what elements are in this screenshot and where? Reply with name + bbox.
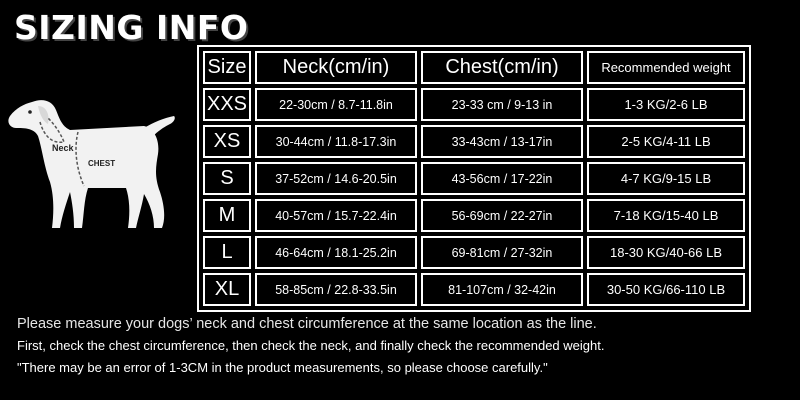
cell-neck: 40-57cm / 15.7-22.4in [255,199,417,232]
cell-neck: 30-44cm / 11.8-17.3in [255,125,417,158]
header-weight: Recommended weight [587,51,745,84]
dog-eye [28,110,32,114]
cell-neck: 46-64cm / 18.1-25.2in [255,236,417,269]
header-chest: Chest(cm/in) [421,51,583,84]
cell-chest: 43-56cm / 17-22in [421,162,583,195]
cell-chest: 69-81cm / 27-32in [421,236,583,269]
cell-chest: 81-107cm / 32-42in [421,273,583,306]
cell-neck: 58-85cm / 22.8-33.5in [255,273,417,306]
note-error: "There may be an error of 1-3CM in the product measurements, so please choose carefully." [17,360,548,375]
sizing-table [197,45,751,312]
note-measure: Please measure your dogs’ neck and chest circumference at the same location as the line. [17,316,597,332]
cell-chest: 56-69cm / 22-27in [421,199,583,232]
cell-neck: 22-30cm / 8.7-11.8in [255,88,417,121]
page-title: SIZING INFO [14,8,249,47]
chest-label: CHEST [88,159,116,168]
table-header-row [203,51,745,84]
table-row [203,88,745,121]
dog-body [8,100,164,228]
header-size: Size [203,51,251,84]
table-row [203,236,745,269]
cell-size: L [203,236,251,269]
table-row [203,273,745,306]
cell-weight: 7-18 KG/15-40 LB [587,199,745,232]
table-row [203,162,745,195]
dog-illustration [4,88,184,248]
cell-size: S [203,162,251,195]
header-neck: Neck(cm/in) [255,51,417,84]
cell-chest: 23-33 cm / 9-13 in [421,88,583,121]
notes [17,316,797,375]
cell-size: M [203,199,251,232]
cell-weight: 2-5 KG/4-11 LB [587,125,745,158]
neck-label: Neck [52,143,74,153]
cell-size: XXS [203,88,251,121]
cell-neck: 37-52cm / 14.6-20.5in [255,162,417,195]
table-row [203,199,745,232]
cell-chest: 33-43cm / 13-17in [421,125,583,158]
table-row [203,125,745,158]
cell-size: XL [203,273,251,306]
cell-weight: 4-7 KG/9-15 LB [587,162,745,195]
cell-weight: 1-3 KG/2-6 LB [587,88,745,121]
note-order: First, check the chest circumference, then check the neck, and finally check the recommended weight. [17,338,605,353]
cell-weight: 18-30 KG/40-66 LB [587,236,745,269]
cell-weight: 30-50 KG/66-110 LB [587,273,745,306]
cell-size: XS [203,125,251,158]
